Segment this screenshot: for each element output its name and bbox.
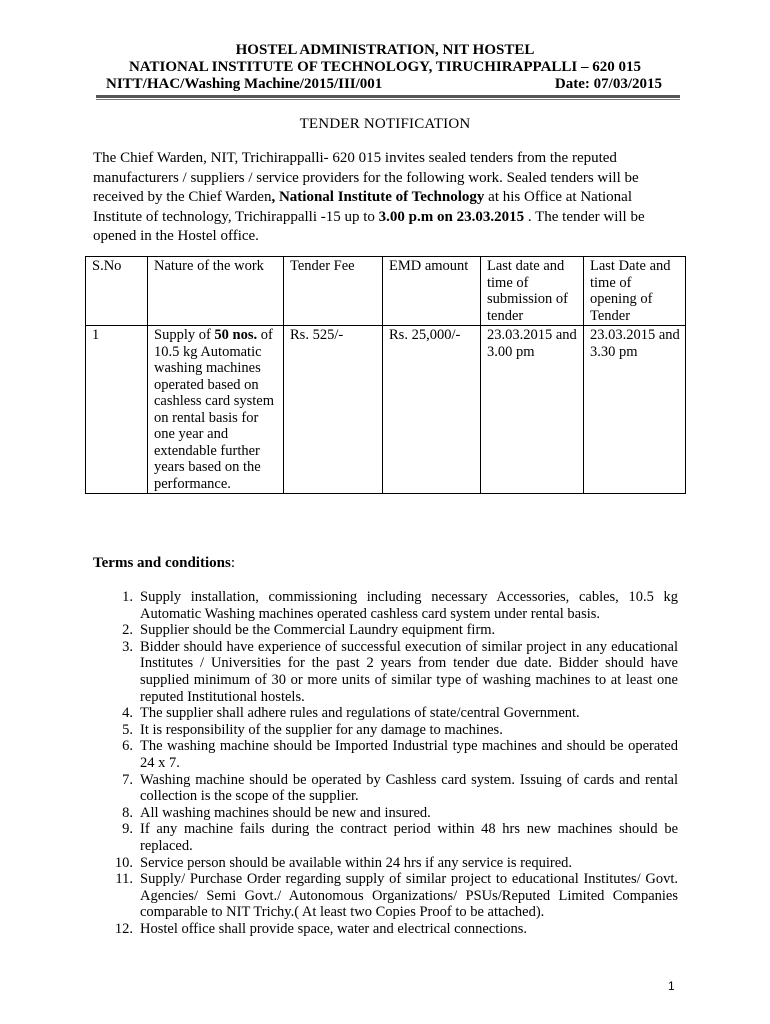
- term-item: [93, 921, 678, 938]
- column-header-work: Nature of the work: [148, 257, 284, 326]
- term-item: [93, 622, 678, 639]
- intro-bold-text: , National Institute of Technology: [271, 189, 485, 205]
- terms-heading: [93, 555, 235, 572]
- term-number: 6.: [122, 738, 133, 755]
- work-text: of 10.5 kg Automatic washing machines operated based on cashless card system on rental basis for one year and extendable further years based on the performance.: [154, 327, 274, 492]
- header-office-line: HOSTEL ADMINISTRATION, NIT HOSTEL: [235, 42, 535, 58]
- term-number: 4.: [122, 705, 133, 722]
- intro-text: received by the Chief Warden: [93, 189, 272, 205]
- term-item: [93, 722, 678, 739]
- term-text: Supplier should be the Commercial Laundry equipment firm.: [140, 622, 496, 639]
- term-number: 9.: [122, 821, 133, 838]
- term-text: Supply installation, commissioning including necessary Accessories, cables, 10.5 kg Automatic Washing machines operated cashless card system under rental basis.: [140, 589, 678, 622]
- term-number: 2.: [122, 622, 133, 639]
- work-quantity: 50 nos.: [214, 327, 258, 343]
- term-number: 8.: [122, 804, 133, 821]
- term-text: Service person should be available within 24 hrs if any service is required.: [140, 854, 573, 871]
- term-text: If any machine fails during the contract period within 48 hrs new machines should be replaced.: [140, 821, 678, 854]
- term-text: Hostel office shall provide space, water and electrical connections.: [140, 920, 528, 937]
- term-text: The supplier shall adhere rules and regulations of state/central Government.: [140, 705, 580, 722]
- cell-last-opening: 23.03.2015 and 3.30 pm: [584, 326, 686, 494]
- tender-table: [85, 256, 686, 494]
- intro-bold-deadline: 3.00 p.m on 23.03.2015: [378, 208, 525, 225]
- column-header-last-submission: Last date and time of submission of tender: [481, 257, 584, 326]
- term-number: 1.: [122, 589, 133, 605]
- term-number: 11.: [115, 871, 133, 888]
- term-text: Supply/ Purchase Order regarding supply of similar project to educational Institutes/ Govt. Agencies/ Semi Govt./ Autonomous Organizations/ PSUs/Reputed Limited Companies comparable to NIT Trichy.( At least two Copies Proof to be attached).: [140, 871, 678, 921]
- intro-line: [93, 208, 683, 228]
- work-text: Supply of: [154, 327, 215, 343]
- column-header-emd: EMD amount: [383, 257, 481, 326]
- notice-date: Date: 07/03/2015: [554, 76, 662, 92]
- term-item: [93, 639, 678, 705]
- intro-line: [93, 188, 683, 208]
- column-header-fee: Tender Fee: [284, 257, 383, 326]
- table-row: [86, 326, 686, 494]
- term-number: 7.: [122, 771, 133, 788]
- cell-work: [148, 326, 284, 494]
- cell-sno: 1: [86, 326, 148, 494]
- term-item: [93, 821, 678, 854]
- term-item: [93, 871, 678, 921]
- intro-text: at his Office at National: [484, 189, 632, 205]
- reference-row: [96, 74, 668, 94]
- term-text: Bidder should have experience of successful execution of similar project in any educational Institutes / Universities for the past 2 years from tender due date. Bidder should have supplied minimum of 30 or more units of similar type of washing machines to at least one reputed Institutional hostels.: [140, 638, 678, 705]
- term-text: It is responsibility of the supplier for any damage to machines.: [140, 721, 503, 738]
- terms-heading-colon: :: [230, 555, 235, 571]
- cell-emd: Rs. 25,000/-: [383, 326, 481, 494]
- intro-line: The Chief Warden, NIT, Trichirappalli- 620 015 invites sealed tenders from the reputed: [93, 150, 617, 166]
- intro-paragraph: [93, 149, 683, 247]
- header-rule-thick: [96, 95, 680, 98]
- term-item: [93, 738, 678, 771]
- term-item: [93, 772, 678, 805]
- cell-fee: Rs. 525/-: [284, 326, 383, 494]
- intro-text: Institute of technology, Trichirappalli -15 up to: [93, 208, 379, 225]
- page-title: TENDER NOTIFICATION: [299, 116, 471, 132]
- term-text: The washing machine should be Imported Industrial type machines and should be operated 24 x 7.: [140, 738, 678, 771]
- column-header-sno: S.No: [86, 257, 148, 326]
- term-number: 3.: [122, 638, 133, 655]
- term-item: [93, 805, 678, 822]
- intro-line: manufacturers / suppliers / service providers for the following work. Sealed tenders will be: [93, 169, 639, 186]
- term-number: 10.: [114, 854, 133, 871]
- terms-list: [93, 589, 678, 937]
- table-header-row: [86, 257, 686, 326]
- term-text: Washing machine should be operated by Cashless card system. Issuing of cards and rental collection is the scope of the supplier.: [140, 771, 678, 805]
- term-item: [93, 705, 678, 722]
- page-number: 1: [668, 979, 675, 993]
- term-item: [93, 855, 678, 872]
- header-rule-thin: [96, 99, 680, 100]
- intro-line: opened in the Hostel office.: [93, 228, 259, 244]
- term-text: All washing machines should be new and insured.: [140, 804, 431, 821]
- term-item: [93, 589, 678, 622]
- term-number: 12.: [114, 920, 133, 937]
- term-number: 5.: [122, 721, 133, 738]
- reference-number: NITT/HAC/Washing Machine/2015/III/001: [106, 76, 383, 92]
- intro-text: . The tender will be: [524, 208, 645, 225]
- header-institute-line: NATIONAL INSTITUTE OF TECHNOLOGY, TIRUCHIRAPPALLI – 620 015: [128, 59, 642, 75]
- terms-heading-text: Terms and conditions: [93, 555, 231, 571]
- column-header-last-opening: Last Date and time of opening of Tender: [584, 257, 686, 326]
- cell-last-submission: 23.03.2015 and 3.00 pm: [481, 326, 584, 494]
